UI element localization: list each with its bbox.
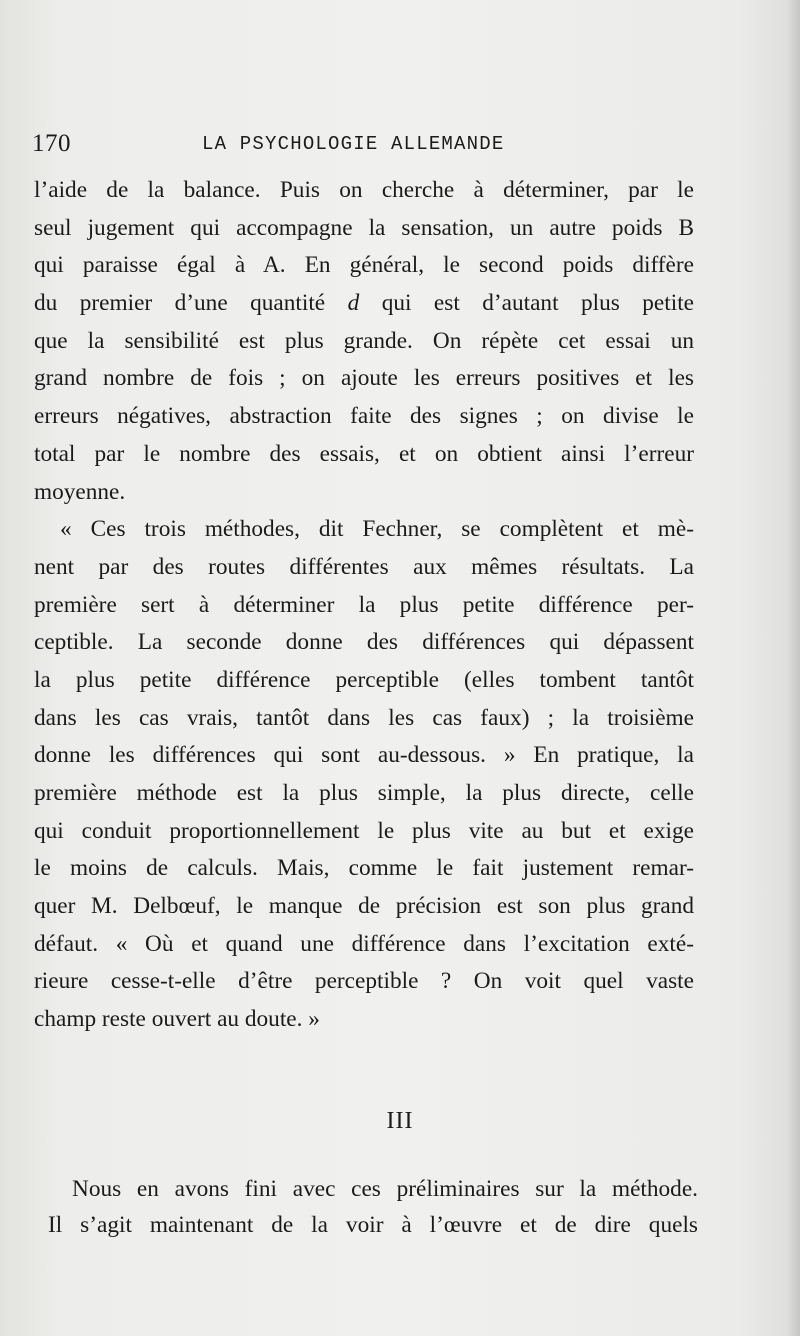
text-line: Il s’agit maintenant de la voir à l’œuvre et de dire quels bbox=[48, 1212, 698, 1238]
text-line: ceptible. La seconde donne des différences qui dépassent bbox=[34, 629, 694, 656]
paragraph-preliminaries bbox=[48, 1171, 698, 1243]
text-line: défaut. « Où et quand une différence dans l’excitation exté- bbox=[34, 930, 694, 957]
page-edge-shadow bbox=[786, 0, 800, 1336]
text-line: « Ces trois méthodes, dit Fechner, se complètent et mè- bbox=[60, 516, 694, 543]
text-fragment: qui est d’autant plus petite bbox=[381, 290, 695, 317]
text-line: champ reste ouvert au doute. » bbox=[34, 1006, 320, 1033]
text-line: dans les cas vrais, tantôt dans les cas faux) ; la troisième bbox=[34, 704, 694, 731]
text-line: Nous en avons fini avec ces préliminaires sur la méthode. bbox=[72, 1176, 698, 1202]
text-line: première méthode est la plus simple, la plus directe, celle bbox=[34, 780, 694, 806]
page-header bbox=[32, 130, 700, 164]
text-line: le moins de calculs. Mais, comme le fait justement remar- bbox=[34, 855, 694, 882]
running-title: LA PSYCHOLOGIE ALLEMANDE bbox=[202, 133, 505, 155]
paragraph-fechner-quote bbox=[34, 511, 694, 1039]
text-line: erreurs négatives, abstraction faite des signes ; on divise le bbox=[34, 403, 694, 430]
text-line: seul jugement qui accompagne la sensation, un autre poids B bbox=[34, 214, 694, 241]
text-line: nent par des routes différentes aux mêmes résultats. La bbox=[34, 553, 694, 580]
text-line: rieure cesse-t-elle d’être perceptible ? On voit quel vaste bbox=[34, 968, 694, 995]
text-line: quer M. Delbœuf, le manque de précision est son plus grand bbox=[34, 893, 694, 920]
text-line: la plus petite différence perceptible (elles tombent tantôt bbox=[34, 666, 694, 693]
main-text-block bbox=[34, 172, 694, 1039]
text-line: première sert à déterminer la plus petite différence per- bbox=[34, 591, 694, 618]
text-line: total par le nombre des essais, et on obtient ainsi l’erreur bbox=[34, 440, 694, 467]
text-line-with-variable bbox=[34, 285, 694, 323]
text-line: qui paraisse égal à A. En général, le second poids diffère bbox=[34, 252, 694, 279]
variable-d: d bbox=[347, 290, 360, 317]
text-line: moyenne. bbox=[34, 478, 126, 505]
paragraph-balance-method bbox=[34, 172, 694, 511]
page-number: 170 bbox=[32, 130, 71, 157]
section-heading: III bbox=[386, 1108, 414, 1134]
text-fragment: du premier d’une quantité bbox=[34, 290, 326, 317]
text-line: donne les différences qui sont au-dessous. » En pratique, la bbox=[34, 742, 694, 769]
text-line: l’aide de la balance. Puis on cherche à déterminer, par le bbox=[34, 177, 694, 203]
text-line: qui conduit proportionnellement le plus vite au but et exige bbox=[34, 817, 694, 844]
text-line: que la sensibilité est plus grande. On répète cet essai un bbox=[34, 327, 694, 354]
text-line: grand nombre de fois ; on ajoute les erreurs positives et les bbox=[34, 365, 694, 392]
